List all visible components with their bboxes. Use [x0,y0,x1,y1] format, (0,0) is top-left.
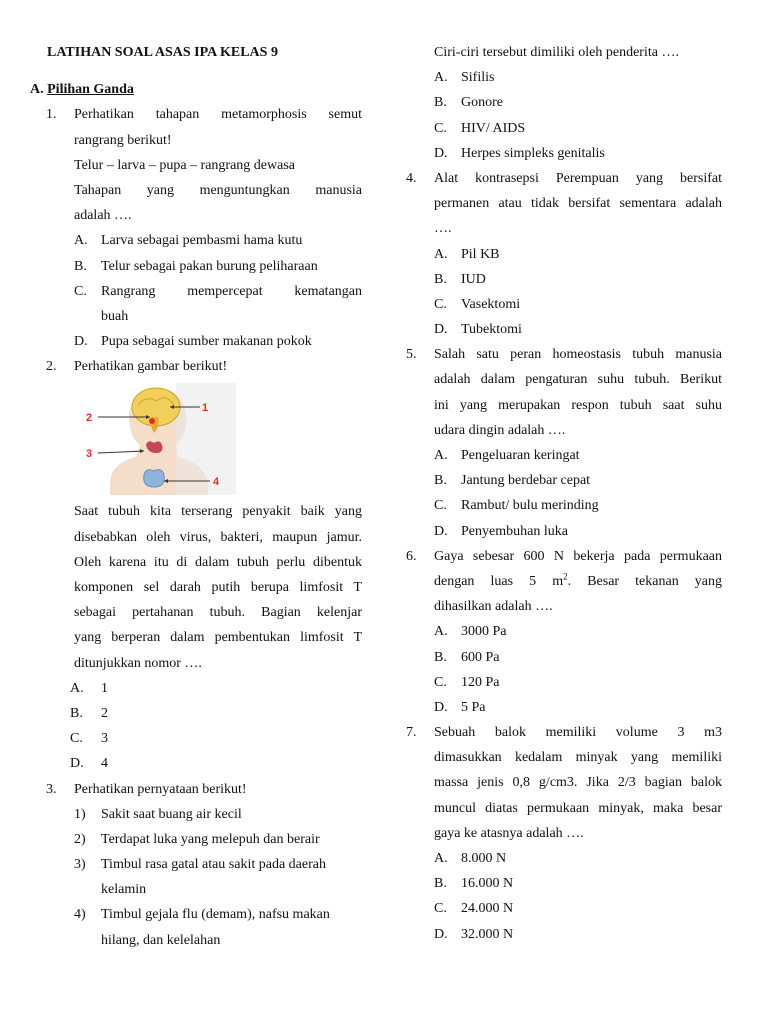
q4-option-a[interactable]: A. Pil KB [434,246,500,262]
q2-line-6: yang berperan dalam pembentukan limfosit T [74,630,362,646]
q1-option-d[interactable]: D. Pupa sebagai sumber makanan pokok [74,334,312,350]
q2-option-c[interactable]: C. 3 [70,731,108,747]
q1-line-1: 1. Perhatikan tahapan metamorphosis semut [30,102,362,127]
q3-option-d[interactable]: D. Herpes simpleks genitalis [434,145,605,161]
q7-option-b[interactable]: B. 16.000 N [434,876,514,892]
q3-option-a[interactable]: A. Sifilis [434,70,495,86]
gland-illustration [76,383,236,495]
q3-item-2: 2) Terdapat luka yang melepuh dan berair [74,831,320,847]
q2-line-3: Oleh karena itu di dalam tubuh perlu dibentuk [74,554,362,570]
q6-option-b[interactable]: B. 600 Pa [434,649,500,665]
q4-line-3: …. [434,221,452,237]
section-letter: A. [30,82,44,98]
q6-line-2: dengan luas 5 $m^2$. Besar tekanan yang [434,571,722,589]
q1-line-3: Telur – larva – pupa – rangrang dewasa [74,157,295,173]
figure-label-2: 2 [86,412,93,425]
q5-line-1: 5. Salah satu peran homeostasis tubuh manusia [404,342,722,367]
right-column [404,40,722,947]
q3-number: 3. [46,781,57,797]
q3-item-1: 1) Sakit saat buang air kecil [74,806,242,822]
section-heading [30,77,362,102]
figure-label-3: 3 [86,448,93,461]
q5-line-3: ini yang merupakan respon tubuh saat suhu [434,397,722,413]
q1-option-c-cont: buah [101,308,129,324]
q7-option-c[interactable]: C. 24.000 N [434,901,514,917]
q1-number: 1. [46,107,57,123]
q4-line-2: permanen atau tidak bersifat sementara adalah [434,196,722,212]
q3-intro: 3. Perhatikan pernyataan berikut! [30,777,362,802]
section-name: Pilihan Ganda [47,82,134,98]
q7-line-5: gaya ke atasnya adalah …. [434,825,584,841]
q4-line-1: 4. Alat kontrasepsi Perempuan yang bersifat [404,166,722,191]
q6-option-d[interactable]: D. 5 Pa [434,699,486,715]
q6-number: 6. [406,548,417,564]
thymus-gland [144,470,165,487]
q2-number: 2. [46,359,57,375]
q6-line-1: 6. Gaya sebesar 600 N bekerja pada permukaan [404,544,722,569]
q1-option-a[interactable]: A. Larva sebagai pembasmi hama kutu [74,233,303,249]
q7-line-2: dimasukkan kedalam minyak yang memiliki [434,750,722,766]
q5-line-2: adalah dalam pengaturan suhu tubuh. Berikut [434,372,722,388]
q5-number: 5. [406,347,417,363]
q6-option-a[interactable]: A. 3000 Pa [434,624,507,640]
q3-continuation: Ciri-ciri tersebut dimiliki oleh penderita …. [434,45,679,60]
q2-line-2: disebabkan oleh virus, bakteri, maupun jamur. [74,529,362,545]
q7-line-1: 7. Sebuah balok memiliki volume 3 m3 [404,720,722,745]
q2-option-d[interactable]: D. 4 [70,756,108,772]
figure-label-1: 1 [202,402,209,415]
q3-item-4: 4) Timbul gejala flu (demam), nafsu makan [74,907,330,923]
q4-option-d[interactable]: D. Tubektomi [434,322,522,338]
q2-intro: 2. Perhatikan gambar berikut! [30,354,362,379]
q4-number: 4. [406,170,417,186]
q3-item-4-cont: hilang, dan kelelahan [101,932,221,948]
q7-number: 7. [406,725,417,741]
q5-line-4: udara dingin adalah …. [434,422,566,438]
q1-line-4: Tahapan yang menguntungkan manusia [74,182,362,198]
q7-line-4: muncul diatas permukaan minyak, maka besar [434,800,722,816]
q3-item-3-cont: kelamin [101,882,147,898]
figure-label-4: 4 [213,476,220,489]
q2-line-5: sebagai pertahanan tubuh. Bagian kelenjar [74,605,362,621]
doc-title: LATIHAN SOAL ASAS IPA KELAS 9 [47,45,278,60]
q5-option-d[interactable]: D. Penyembuhan luka [434,523,568,539]
q3-option-b[interactable]: B. Gonore [434,95,503,111]
gland-figure [76,383,236,495]
q2-line-7: ditunjukkan nomor …. [74,655,202,671]
q2-option-b[interactable]: B. 2 [70,705,108,721]
q5-option-b[interactable]: B. Jantung berdebar cepat [434,473,591,489]
q2-line-1: Saat tubuh kita terserang penyakit baik yang [74,504,362,520]
q4-option-c[interactable]: C. Vasektomi [434,296,521,312]
q5-option-a[interactable]: A. Pengeluaran keringat [434,448,580,463]
q6-option-c[interactable]: C. 120 Pa [434,674,500,690]
pituitary-gland [149,418,155,424]
q5-option-c[interactable]: C. Rambut/ bulu merinding [434,498,599,514]
q1-option-c[interactable]: C. Rangrang mempercepat kematangan [74,283,362,299]
q6-line-3: dihasilkan adalah …. [434,599,553,615]
q3-item-3: 3) Timbul rasa gatal atau sakit pada daerah [74,857,326,873]
q1-line-5: adalah …. [74,208,132,224]
q1-option-b[interactable]: B. Telur sebagai pakan burung peliharaan [74,258,318,274]
q3-option-c[interactable]: C. HIV/ AIDS [434,120,526,136]
q2-line-4: komponen sel darah putih berupa limfosit T [74,580,362,595]
q4-option-b[interactable]: B. IUD [434,271,486,287]
q7-option-d[interactable]: D. 32.000 N [434,926,514,942]
left-column [30,40,362,953]
q1-line-2: rangrang berikut! [74,132,172,148]
q7-option-a[interactable]: A. 8.000 N [434,851,507,866]
q2-option-a[interactable]: A. 1 [70,680,108,696]
q7-line-3: massa jenis 0,8 g/cm3. Jika 2/3 bagian balok [434,775,722,791]
